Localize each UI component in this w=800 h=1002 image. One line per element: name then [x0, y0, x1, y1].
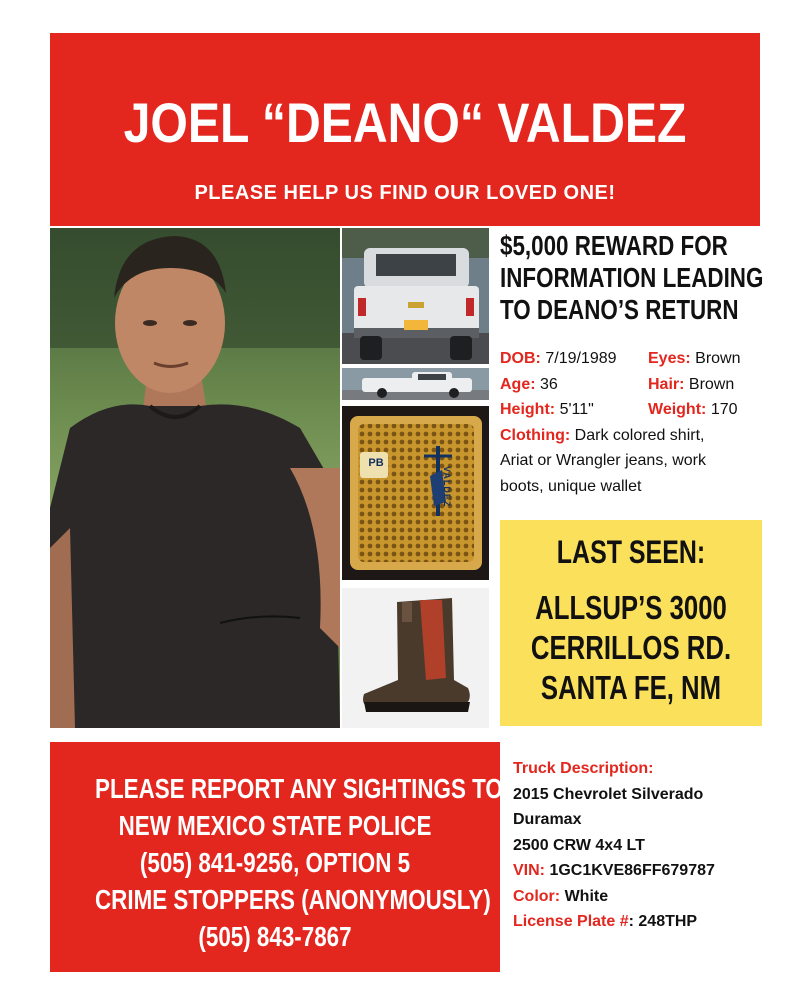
truck-desc-label: Truck Description: — [513, 760, 654, 777]
last-seen-box — [500, 520, 762, 726]
truck-description — [513, 756, 763, 935]
address-line: CERRILLOS RD. — [530, 629, 732, 666]
report-text — [95, 770, 511, 955]
height-value: 5'11" — [559, 401, 594, 418]
report-line: (505) 841-9256, OPTION 5 — [139, 847, 411, 878]
plea-subtitle: PLEASE HELP US FIND OUR LOVED ONE! — [194, 182, 616, 204]
clothing-line: Ariat or Wrangler jeans, work — [500, 452, 706, 469]
vin-label: VIN: — [513, 862, 545, 879]
reward-heading — [500, 230, 764, 326]
eyes-label: Eyes: — [648, 350, 691, 367]
vin-value: 1GC1KVE86FF679787 — [549, 862, 715, 879]
clothing-label: Clothing: — [500, 426, 571, 444]
details-row-dob-eyes — [500, 346, 770, 372]
reward-line: $5,000 REWARD FOR — [500, 230, 728, 261]
address-line: SANTA FE, NM — [540, 669, 722, 706]
age-label: Age: — [500, 375, 536, 393]
dob-label: DOB: — [500, 350, 541, 367]
report-line: (505) 843-7867 — [198, 921, 352, 952]
missing-person-name: JOEL “DEANO“ VALDEZ — [123, 91, 687, 154]
height-label: Height: — [500, 401, 556, 418]
plate-label: License Plate # — [513, 913, 629, 930]
person-photo — [50, 228, 340, 728]
color-label: Color: — [513, 887, 561, 905]
details-row-age-hair — [500, 372, 770, 398]
truck-desc-line: Duramax — [513, 811, 582, 828]
clothing-line: boots, unique wallet — [500, 477, 642, 495]
details-row-height-weight — [500, 397, 770, 423]
eyes-value: Brown — [695, 350, 741, 367]
boot-photo — [342, 588, 489, 728]
color-value: White — [564, 887, 609, 905]
dob-value: 7/19/1989 — [545, 350, 617, 367]
last-seen-address — [529, 588, 733, 708]
details-row-clothing — [500, 423, 770, 449]
report-line: CRIME STOPPERS (ANONYMOUSLY) — [95, 884, 491, 915]
truck-side-photo — [342, 368, 489, 400]
weight-value: 170 — [710, 401, 738, 418]
truck-desc-line: 2015 Chevrolet Silverado — [513, 785, 704, 803]
report-box — [50, 742, 511, 972]
age-value: 36 — [540, 375, 558, 393]
hair-label: Hair: — [648, 375, 685, 393]
reward-line: INFORMATION LEADING — [500, 262, 764, 293]
hair-value: Brown — [688, 375, 735, 393]
wallet-photo — [342, 406, 489, 580]
address-line: ALLSUP’S 3000 — [535, 589, 727, 626]
truck-color-row — [513, 884, 763, 910]
clothing-value: Dark colored shirt, — [574, 426, 705, 444]
truck-rear-photo — [342, 228, 489, 364]
person-details — [500, 346, 770, 499]
wallet-initials: PB — [368, 457, 384, 469]
weight-label: Weight: — [648, 401, 707, 418]
wallet-name: VALDEZ — [442, 466, 452, 508]
report-line: PLEASE REPORT ANY SIGHTINGS TO: — [95, 773, 511, 804]
last-seen-title: LAST SEEN: — [556, 534, 706, 570]
truck-vin-row — [513, 858, 763, 884]
reward-line: TO DEANO’S RETURN — [500, 294, 739, 325]
truck-plate-row — [513, 909, 763, 935]
truck-desc-line: 2500 CRW 4x4 LT — [513, 836, 645, 854]
header-banner — [50, 33, 760, 226]
plate-value: : 248THP — [628, 913, 698, 930]
report-line: NEW MEXICO STATE POLICE — [118, 810, 432, 841]
